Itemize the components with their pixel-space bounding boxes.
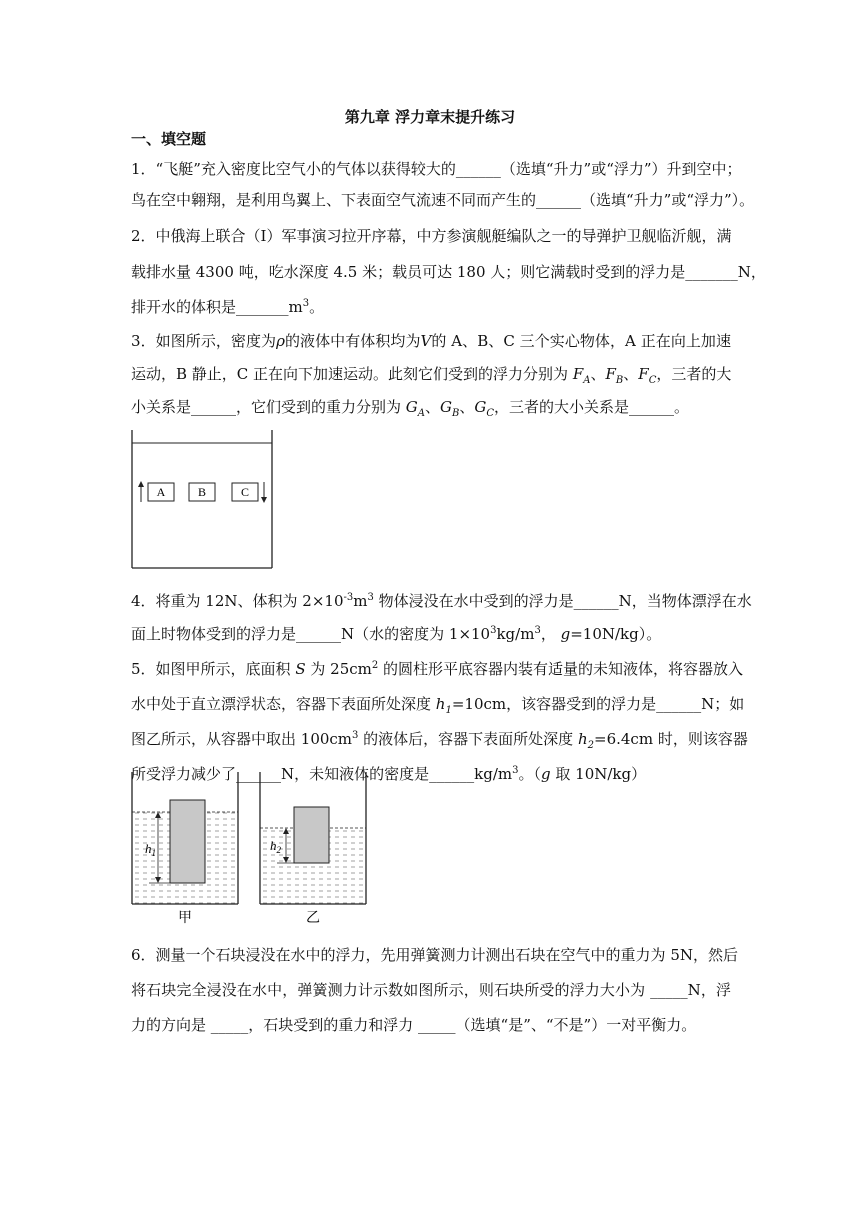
down-arrow-icon	[261, 482, 267, 503]
q1-line-1: 1．“飞艇”充入密度比空气小的气体以获得较大的______（选填“升力”或“浮力”）升到空中；	[131, 160, 742, 178]
q2-line-1: 2．中俄海上联合（I）军事演习拉开序幕，中方参演舰艇编队之一的导弹护卫舰临沂舰，满	[131, 227, 732, 245]
q5-line-4: 所受浮力减少了______N，未知液体的密度是$\_\_\_\_\_\_kg/m^3$。（g 取 10N/kg）	[131, 765, 647, 783]
h2-label: $h_2$	[270, 838, 281, 855]
up-arrow-icon	[138, 481, 144, 502]
q4-line-1: 4．将重为 12N、体积为 $2\times 10^{-3}m^3$ 物体浸没在水中受到的浮力是______N，当物体漂浮在水	[131, 592, 752, 610]
q3-line-3: 小关系是______，它们受到的重力分别为 $G_A$、$G_B$、$G_C$，三者的大小关系是______。	[131, 398, 690, 419]
container-yi	[294, 807, 329, 863]
page-title: 第九章 浮力章末提升练习	[344, 108, 516, 126]
q6-line-2: 将石块完全浸没在水中，弹簧测力计示数如图所示，则石块所受的浮力大小为 _____N，浮	[131, 981, 731, 999]
block-c-label: C	[240, 485, 250, 499]
block-b-label: B	[197, 485, 207, 499]
h1-label: $h_1$	[145, 841, 156, 858]
q6-line-1: 6．测量一个石块浸没在水中的浮力，先用弹簧测力计测出石块在空气中的重力为 5N，然后	[131, 946, 738, 964]
q2-line-3: 排开水的体积是$\_\_\_\_\_\_\_m^3$。	[131, 298, 325, 316]
caption-jia: 甲	[178, 910, 192, 926]
q5-figure	[127, 768, 377, 928]
q3-line-1: 3．如图所示，密度为ρ的液体中有体积均为V的 A、B、C 三个实心物体，A 正在向上加速	[131, 332, 731, 350]
container-jia	[170, 800, 205, 883]
block-a-label: A	[156, 485, 166, 499]
q1-line-2: 鸟在空中翱翔，是利用鸟翼上、下表面空气流速不同而产生的______（选填“升力”或“浮力”）。	[131, 191, 755, 209]
q5-line-3: 图乙所示，从容器中取出 $100cm^3$ 的液体后，容器下表面所处深度 $h_2=6.4cm$ 时，则该容器	[131, 730, 748, 751]
section-heading: 一、填空题	[131, 130, 207, 148]
q4-line-2: 面上时物体受到的浮力是______N（水的密度为 $1\times 10^3kg/m^3$， g=10N/kg）。	[131, 625, 662, 643]
q3-line-2: 运动，B 静止，C 正在向下加速运动。此刻它们受到的浮力分别为 $F_A$、$F_B$、$F_C$，三者的大	[131, 365, 732, 386]
q6-line-3: 力的方向是 _____，石块受到的重力和浮力 _____（选填“是”、“不是”）一对平衡力。	[131, 1016, 697, 1034]
q5-line-1: 5．如图甲所示，底面积 S 为 $25cm^2$ 的圆柱形平底容器内装有适量的未知液体，将容器放入	[131, 660, 744, 678]
q3-figure	[127, 426, 277, 572]
q2-line-2: 载排水量 4300 吨，吃水深度 4.5 米；载员可达 180 人；则它满载时受到的浮力是_______N，	[131, 263, 766, 281]
caption-yi: 乙	[306, 910, 320, 926]
q5-line-2: 水中处于直立漂浮状态，容器下表面所处深度 $h_1=10cm$，该容器受到的浮力是______N；如	[131, 695, 745, 716]
